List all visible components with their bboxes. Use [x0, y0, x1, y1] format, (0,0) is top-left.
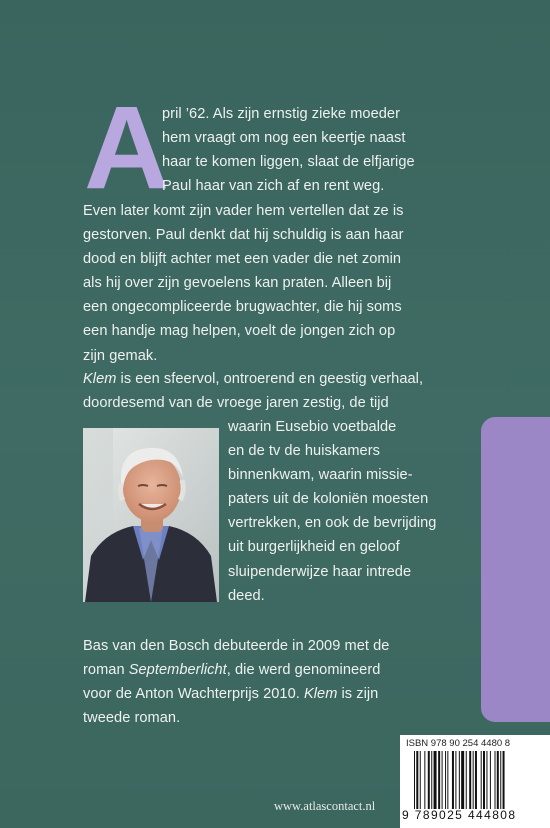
blurb-line: uit burgerlijkheid en geloof [228, 539, 400, 556]
blurb-line: pril ’62. Als zijn ernstig zieke moeder [162, 106, 400, 122]
barcode-bar [466, 751, 467, 809]
author-bio [83, 634, 389, 730]
blurb-line: binnenkwam, waarin missie- [228, 467, 413, 484]
barcode-bar [473, 751, 474, 809]
blurb-text: is een sfeervol, ontroerend en geestig verhaal, [116, 371, 424, 387]
blurb-line: gestorven. Paul denkt dat hij schuldig is aan haar [83, 227, 404, 244]
book-title: Klem [303, 686, 338, 703]
barcode-bar [469, 751, 471, 809]
barcode-bar [486, 751, 487, 809]
blurb-line: doordesemd van de vroege jaren zestig, de tijd [83, 395, 389, 412]
bio-text: is zijn [337, 686, 379, 703]
barcode-bar [495, 751, 496, 809]
blurb-line: vertrekken, en ook de bevrijding [228, 515, 437, 532]
barcode-digits: 9 789025 444808 [402, 808, 517, 822]
author-portrait-illustration [83, 428, 219, 602]
blurb-opening [162, 102, 415, 198]
blurb-line: sluipenderwijze haar intrede [228, 563, 412, 580]
blurb-line: Even later komt zijn vader hem vertellen dat ze is [83, 203, 404, 219]
blurb-line: paters uit de koloniën moesten [228, 491, 429, 508]
blurb-line: een handje mag helpen, voelt de jongen zich op [83, 323, 396, 340]
bio-line [83, 658, 389, 682]
barcode-bar [497, 751, 499, 809]
bio-line: Bas van den Bosch debuteerde in 2009 met de [83, 638, 390, 654]
barcode-bar [490, 751, 491, 809]
blurb-wrapped-text [228, 415, 436, 608]
blurb-line [83, 367, 423, 391]
barcode-bar [431, 751, 432, 809]
barcode-bar [455, 751, 456, 809]
blurb-continuation [83, 367, 423, 415]
bio-line [83, 682, 389, 706]
barcode-bar [420, 751, 421, 809]
barcode-bar [483, 751, 485, 809]
blurb-body [83, 199, 404, 368]
barcode-bar [475, 751, 477, 809]
bio-text: roman [83, 662, 129, 679]
book-title: Septemberlicht [128, 662, 227, 679]
bio-text: voor de Anton Wachterprijs 2010. [83, 686, 300, 703]
barcode-bar [503, 751, 505, 809]
blurb-line: Paul haar van zich af en rent weg. [162, 178, 385, 195]
blurb-line: deed. [228, 587, 265, 604]
bio-line: tweede roman. [83, 710, 181, 727]
barcode-bar [428, 751, 430, 809]
blurb-line: waarin Eusebio voetbalde [228, 419, 397, 435]
barcode [400, 735, 550, 828]
blurb-line: dood en blijft achter met een vader die net zomin [83, 251, 402, 268]
barcode-bar [438, 751, 440, 809]
barcode-bars [414, 751, 538, 809]
blurb-line: zijn gemak. [83, 347, 158, 364]
barcode-bar [461, 751, 464, 809]
blurb-line: en de tv de huiskamers [228, 443, 380, 460]
blurb-line: hem vraagt om nog een keertje naast [162, 130, 406, 147]
isbn-label: ISBN 978 90 254 4480 8 [406, 738, 511, 749]
drop-cap: A [84, 82, 170, 214]
barcode-bar [481, 751, 482, 809]
blurb-line: als hij over zijn gevoelens kan praten. Alleen bij [83, 275, 392, 292]
blurb-line: een ongecompliceerde brugwachter, die hij soms [83, 299, 402, 316]
barcode-bar [442, 751, 443, 809]
barcode-bar [447, 751, 448, 809]
publisher-url: www.atlascontact.nl [274, 799, 376, 813]
bio-text: , die werd genomineerd [226, 662, 381, 679]
barcode-bar [424, 751, 425, 809]
barcode-bar [452, 751, 454, 809]
barcode-bar [459, 751, 460, 809]
barcode-bar [416, 751, 418, 809]
barcode-bar [434, 751, 437, 809]
barcode-bar [414, 751, 415, 809]
author-photo [83, 428, 219, 602]
barcode-bar [500, 751, 501, 809]
blurb-line: haar te komen liggen, slaat de elfjarige [162, 154, 415, 171]
decorative-side-tab [481, 417, 550, 722]
barcode-bar [445, 751, 446, 809]
book-title: Klem [83, 371, 117, 387]
